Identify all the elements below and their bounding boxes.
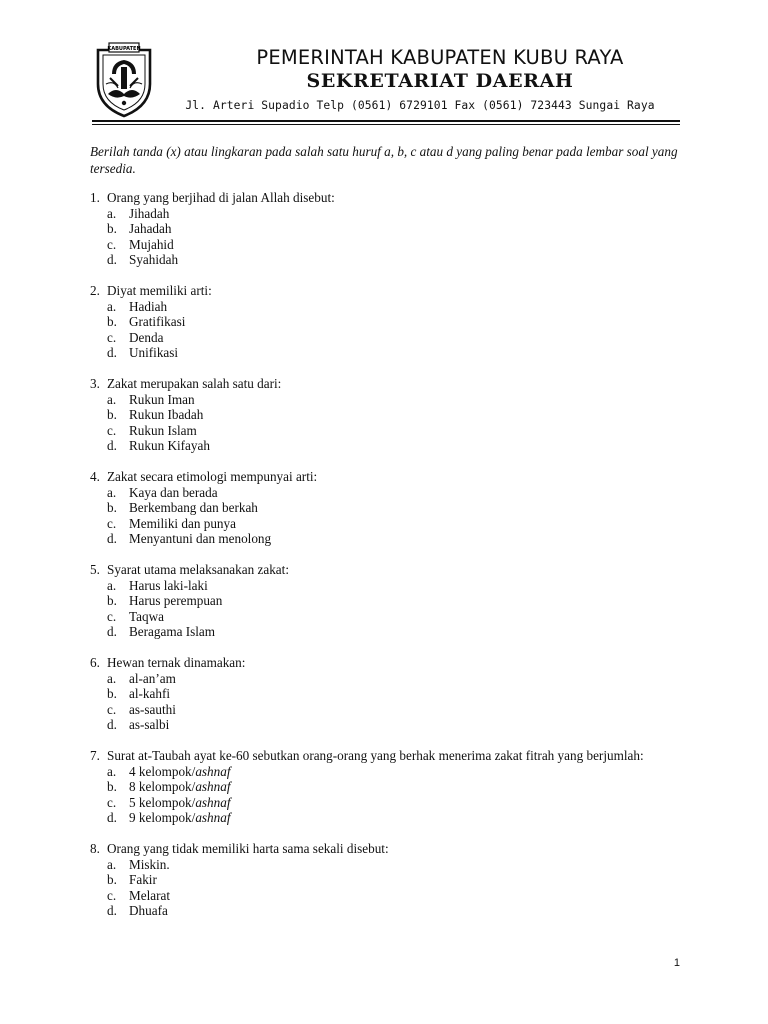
answer-option xyxy=(90,764,680,780)
question-row xyxy=(90,562,680,578)
question-number: 3. xyxy=(90,376,100,391)
option-label: Gratifikasi xyxy=(129,314,186,329)
option-letter: b. xyxy=(107,500,117,515)
option-letter: b. xyxy=(107,314,117,329)
option-label: Memiliki dan punya xyxy=(129,515,236,531)
option-text xyxy=(129,810,680,826)
question-number: 7. xyxy=(90,748,100,763)
option-text xyxy=(129,795,680,811)
option-text xyxy=(129,764,680,780)
option-letter: a. xyxy=(107,205,117,221)
answer-option xyxy=(90,686,680,702)
question-item xyxy=(90,376,680,454)
answer-option xyxy=(90,609,680,625)
option-letter: d. xyxy=(107,717,117,732)
option-label: Dhuafa xyxy=(129,903,168,918)
question-number: 2. xyxy=(90,283,100,298)
option-letter: d. xyxy=(107,345,117,360)
option-label: Denda xyxy=(129,329,164,345)
option-letter: c. xyxy=(107,515,117,531)
answer-option xyxy=(90,392,680,408)
page-number: 1 xyxy=(673,957,680,969)
answer-option xyxy=(90,795,680,811)
option-letter: b. xyxy=(107,407,117,422)
option-letter: a. xyxy=(107,298,117,314)
answer-option xyxy=(90,593,680,609)
answer-option xyxy=(90,531,680,547)
option-text xyxy=(129,221,680,237)
question-item xyxy=(90,469,680,547)
option-letter: d. xyxy=(107,624,117,639)
option-label: Rukun Iman xyxy=(129,391,195,407)
option-letter: b. xyxy=(107,779,117,794)
question-number: 1. xyxy=(90,190,100,205)
option-text xyxy=(129,593,680,609)
question-row xyxy=(90,841,680,857)
option-letter: c. xyxy=(107,701,117,717)
option-label: al-kahfi xyxy=(129,686,171,701)
option-text xyxy=(129,500,680,516)
answer-option xyxy=(90,252,680,268)
question-row xyxy=(90,469,680,485)
option-label: 5 kelompok/ xyxy=(129,794,196,810)
option-label: Kaya dan berada xyxy=(129,484,218,500)
option-text xyxy=(129,872,680,888)
option-letter: a. xyxy=(107,856,117,872)
question-row xyxy=(90,655,680,671)
question-number: 5. xyxy=(90,562,100,577)
option-letter: d. xyxy=(107,810,117,825)
question-text: Hewan ternak dinamakan: xyxy=(107,655,246,670)
option-text xyxy=(129,578,680,594)
option-letter: c. xyxy=(107,236,117,252)
option-letter: c. xyxy=(107,794,117,810)
option-text xyxy=(129,686,680,702)
answer-option xyxy=(90,779,680,795)
option-letter: d. xyxy=(107,438,117,453)
option-label: Taqwa xyxy=(129,608,164,624)
option-label: Mujahid xyxy=(129,236,174,252)
option-letter: c. xyxy=(107,422,117,438)
question-item xyxy=(90,748,680,826)
option-text xyxy=(129,609,680,625)
option-text xyxy=(129,717,680,733)
header-divider-thick xyxy=(92,120,680,122)
question-text: Zakat secara etimologi mempunyai arti: xyxy=(107,469,318,484)
question-text: Surat at-Taubah ayat ke-60 sebutkan orang-orang yang berhak menerima zakat fitrah yang berjumlah: xyxy=(107,748,644,763)
option-text xyxy=(129,392,680,408)
option-label: as-sauthi xyxy=(129,701,176,717)
answer-option xyxy=(90,438,680,454)
option-letter: a. xyxy=(107,670,117,686)
answer-option xyxy=(90,516,680,532)
answer-option xyxy=(90,671,680,687)
option-text xyxy=(129,531,680,547)
option-label: Jahadah xyxy=(129,221,172,236)
option-letter: b. xyxy=(107,221,117,236)
option-letter: b. xyxy=(107,872,117,887)
option-letter: a. xyxy=(107,763,117,779)
option-text xyxy=(129,252,680,268)
option-text xyxy=(129,438,680,454)
answer-option xyxy=(90,903,680,919)
option-label: Melarat xyxy=(129,887,171,903)
option-italic-term: ashnaf xyxy=(195,779,231,794)
answer-option xyxy=(90,314,680,330)
answer-option xyxy=(90,578,680,594)
option-text xyxy=(129,857,680,873)
answer-option xyxy=(90,702,680,718)
header-address: Jl. Arteri Supadio Telp (0561) 6729101 Fax (0561) 723443 Sungai Raya xyxy=(185,99,655,112)
option-letter: a. xyxy=(107,484,117,500)
option-label: Miskin. xyxy=(129,856,170,872)
option-text xyxy=(129,624,680,640)
option-letter: d. xyxy=(107,252,117,267)
option-label: Jihadah xyxy=(129,205,170,221)
option-text xyxy=(129,671,680,687)
question-item xyxy=(90,283,680,361)
option-label: Rukun Kifayah xyxy=(129,438,210,453)
option-label: Fakir xyxy=(129,872,157,887)
option-letter: c. xyxy=(107,608,117,624)
question-text: Orang yang tidak memiliki harta sama sekali disebut: xyxy=(107,841,389,856)
option-letter: c. xyxy=(107,887,117,903)
question-text: Orang yang berjihad di jalan Allah disebut: xyxy=(107,190,335,205)
question-row xyxy=(90,376,680,392)
option-label: Hadiah xyxy=(129,298,168,314)
option-label: Harus perempuan xyxy=(129,593,223,608)
option-letter: b. xyxy=(107,686,117,701)
answer-option xyxy=(90,237,680,253)
option-label: 4 kelompok/ xyxy=(129,763,196,779)
option-label: Menyantuni dan menolong xyxy=(129,531,272,546)
question-text: Syarat utama melaksanakan zakat: xyxy=(107,562,289,577)
option-text xyxy=(129,423,680,439)
option-letter: a. xyxy=(107,577,117,593)
option-letter: c. xyxy=(107,329,117,345)
answer-option xyxy=(90,407,680,423)
answer-option xyxy=(90,345,680,361)
answer-option xyxy=(90,717,680,733)
question-list xyxy=(90,190,680,934)
option-text xyxy=(129,485,680,501)
question-item xyxy=(90,562,680,640)
header-title: PEMERINTAH KABUPATEN KUBU RAYA xyxy=(256,46,624,69)
option-label: Beragama Islam xyxy=(129,624,216,639)
option-text xyxy=(129,888,680,904)
answer-option xyxy=(90,857,680,873)
option-text xyxy=(129,779,680,795)
option-letter: b. xyxy=(107,593,117,608)
question-row xyxy=(90,190,680,206)
option-text xyxy=(129,345,680,361)
option-label: Rukun Islam xyxy=(129,422,197,438)
option-label: 9 kelompok/ xyxy=(129,810,196,825)
option-text xyxy=(129,237,680,253)
option-label: Unifikasi xyxy=(129,345,179,360)
question-number: 4. xyxy=(90,469,100,484)
option-text xyxy=(129,702,680,718)
option-text xyxy=(129,516,680,532)
question-item xyxy=(90,190,680,268)
option-label: Harus laki-laki xyxy=(129,577,208,593)
option-italic-term: ashnaf xyxy=(195,794,231,810)
answer-option xyxy=(90,810,680,826)
option-label: Syahidah xyxy=(129,252,179,267)
question-number: 6. xyxy=(90,655,100,670)
question-text: Diyat memiliki arti: xyxy=(107,283,212,298)
option-label: 8 kelompok/ xyxy=(129,779,196,794)
answer-option xyxy=(90,206,680,222)
option-text xyxy=(129,407,680,423)
question-item xyxy=(90,841,680,919)
header-divider-thin xyxy=(92,124,680,125)
instruction-text: Berilah tanda (x) atau lingkaran pada salah satu huruf a, b, c atau d yang paling benar pada lembar soal yang tersedia. xyxy=(90,144,678,176)
header-subtitle: SEKRETARIAT DAERAH xyxy=(306,70,574,92)
option-italic-term: ashnaf xyxy=(195,810,231,825)
answer-option xyxy=(90,888,680,904)
option-text xyxy=(129,299,680,315)
answer-option xyxy=(90,330,680,346)
option-italic-term: ashnaf xyxy=(195,763,231,779)
answer-option xyxy=(90,500,680,516)
answer-option xyxy=(90,485,680,501)
option-label: al-an’am xyxy=(129,670,176,686)
question-number: 8. xyxy=(90,841,100,856)
svg-text:KABUPATEN: KABUPATEN xyxy=(107,46,141,52)
option-label: as-salbi xyxy=(129,717,170,732)
option-letter: a. xyxy=(107,391,117,407)
answer-option xyxy=(90,299,680,315)
question-item xyxy=(90,655,680,733)
question-row xyxy=(90,283,680,299)
option-label: Rukun Ibadah xyxy=(129,407,204,422)
answer-option xyxy=(90,221,680,237)
question-text: Zakat merupakan salah satu dari: xyxy=(107,376,282,391)
option-text xyxy=(129,330,680,346)
option-label: Berkembang dan berkah xyxy=(129,500,258,515)
option-letter: d. xyxy=(107,903,117,918)
option-text xyxy=(129,314,680,330)
question-row xyxy=(90,748,680,764)
answer-option xyxy=(90,872,680,888)
option-letter: d. xyxy=(107,531,117,546)
answer-option xyxy=(90,423,680,439)
option-text xyxy=(129,903,680,919)
answer-option xyxy=(90,624,680,640)
option-text xyxy=(129,206,680,222)
